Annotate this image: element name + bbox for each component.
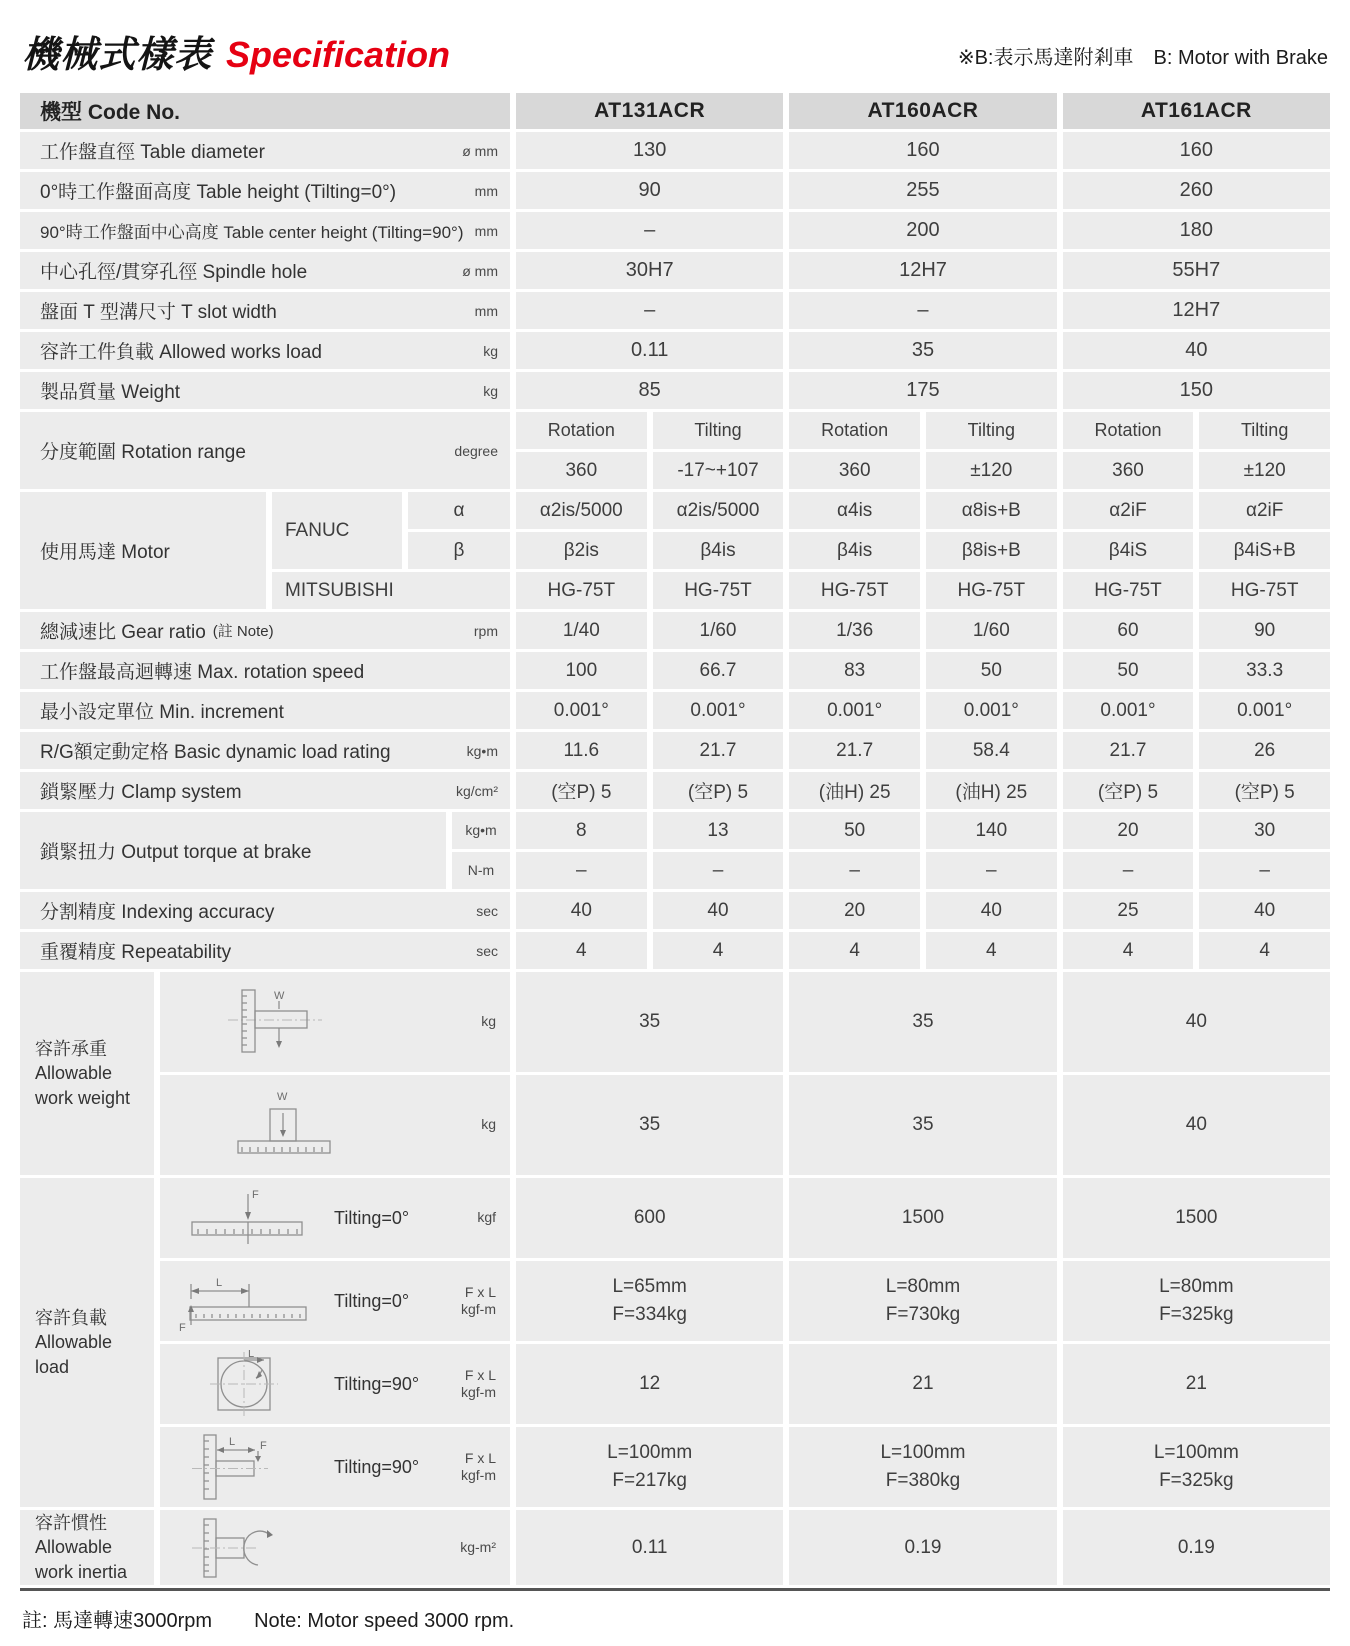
page-title (22, 24, 450, 78)
value-cell: α2iF (1199, 492, 1330, 529)
value-cell: 360 (789, 452, 920, 489)
value-cell: ±120 (926, 452, 1057, 489)
value-cell: – (516, 292, 783, 329)
value-cell: (空P) 5 (1063, 772, 1194, 809)
value-cell: -17~+107 (653, 452, 784, 489)
value-cell: 0.19 (1063, 1510, 1330, 1585)
value-cell: 160 (1063, 132, 1330, 169)
footer-note (20, 1591, 1330, 1646)
tilt0-center-load-diagram-icon (174, 1186, 324, 1250)
value-cell: 35 (789, 1075, 1056, 1175)
value-cell: α2is/5000 (516, 492, 647, 529)
value-cell: 83 (789, 652, 920, 689)
value-cell: – (516, 852, 647, 889)
value-cell: 50 (789, 812, 920, 849)
row-motor-label: 使用馬達 Motor (20, 492, 266, 609)
value-cell: 21.7 (653, 732, 784, 769)
value-cell: 20 (1063, 812, 1194, 849)
value-cell: 40 (1199, 892, 1330, 929)
alpha-symbol: α (408, 492, 510, 529)
unit-label: kg (483, 342, 498, 359)
unit-label: kg (481, 1013, 496, 1030)
value-cell: 360 (516, 452, 647, 489)
value-cell: α2is/5000 (653, 492, 784, 529)
value-cell: 260 (1063, 172, 1330, 209)
value-cell: 4 (926, 932, 1057, 969)
f-value: F=730kg (885, 1304, 961, 1325)
value-cell: (油H) 25 (789, 772, 920, 809)
load-row3-diagram-cell (160, 1344, 510, 1424)
value-cell: (空P) 5 (1199, 772, 1330, 809)
value-cell: 1500 (1063, 1178, 1330, 1258)
load-row4-diagram-cell (160, 1427, 510, 1507)
value-cell: 90 (1199, 612, 1330, 649)
value-cell: 175 (789, 372, 1056, 409)
row-spindle-hole-label: 中心孔徑/貫穿孔徑 Spindle hole ø mm (20, 252, 510, 289)
value-cell: ±120 (1199, 452, 1330, 489)
svg-text:F: F (179, 1322, 186, 1333)
svg-text:F: F (252, 1189, 259, 1201)
unit-label: kg-m² (460, 1538, 496, 1555)
value-cell: 40 (1063, 332, 1330, 369)
inertia-diagram-cell (160, 1510, 510, 1585)
value-cell: 0.001° (1063, 692, 1194, 729)
value-cell: 90 (516, 172, 783, 209)
value-cell: 130 (516, 132, 783, 169)
value-cell: (空P) 5 (516, 772, 647, 809)
value-cell: 150 (1063, 372, 1330, 409)
value-cell: 21 (1063, 1344, 1330, 1424)
f-value: F=325kg (1159, 1304, 1234, 1325)
tilt90-offset-load-diagram-icon (174, 1429, 324, 1505)
unit-label: ø mm (462, 262, 498, 279)
value-cell: 0.11 (516, 332, 783, 369)
value-cell: β4is (789, 532, 920, 569)
l-value: L=100mm (880, 1441, 966, 1463)
value-cell: 30H7 (516, 252, 783, 289)
value-cell: α8is+B (926, 492, 1057, 529)
l-value: L=80mm (1159, 1275, 1234, 1297)
value-cell: 21 (789, 1344, 1056, 1424)
value-cell: 1/36 (789, 612, 920, 649)
page-title-zh: 機械式樣表 (22, 34, 212, 75)
row-table-height-label: 0°時工作盤面高度 Table height (Tilting=0°) mm (20, 172, 510, 209)
model-header-at161acr: AT161ACR (1063, 93, 1330, 129)
row-table-center-height-label: 90°時工作盤面中心高度 Table center height (Tilting=90°) mm (20, 212, 510, 249)
f-value: F=325kg (1159, 1470, 1234, 1491)
value-cell: 20 (789, 892, 920, 929)
work-weight-row1-diagram-cell (160, 972, 510, 1072)
value-cell: 35 (789, 972, 1056, 1072)
value-cell: 0.001° (516, 692, 647, 729)
f-value: F=334kg (612, 1304, 687, 1325)
row-torque-label: 鎖緊扭力 Output torque at brake (20, 812, 446, 889)
value-cell: HG-75T (789, 572, 920, 609)
value-cell: – (653, 852, 784, 889)
row-gear-ratio-label: 總減速比 Gear ratio (註 Note) rpm (20, 612, 510, 649)
value-cell: 140 (926, 812, 1057, 849)
gear-ratio-note: (註 Note) (212, 623, 274, 640)
subhead-rotation: Rotation (516, 412, 647, 449)
value-cell: 85 (516, 372, 783, 409)
tilt-angle-label: Tilting=0° (334, 1207, 410, 1228)
torque-section (20, 812, 1330, 889)
unit-label: kgf (477, 1209, 496, 1226)
unit-label: kg/cm² (456, 782, 498, 799)
value-cell: (空P) 5 (653, 772, 784, 809)
svg-text:L: L (216, 1277, 223, 1289)
value-cell: 1/40 (516, 612, 647, 649)
tilt-angle-label: Tilting=0° (334, 1290, 410, 1311)
f-value: F=217kg (612, 1470, 687, 1491)
value-cell: 35 (516, 1075, 783, 1175)
value-cell: 66.7 (653, 652, 784, 689)
value-cell: α4is (789, 492, 920, 529)
value-cell: 600 (516, 1178, 783, 1258)
unit-label: rpm (473, 622, 498, 639)
row-table-diameter-label: 工作盤直徑 Table diameter ø mm (20, 132, 510, 169)
value-cell: 35 (789, 332, 1056, 369)
unit-label: mm (474, 222, 498, 239)
svg-text:F: F (260, 1440, 267, 1452)
unit-label: kg•m (452, 812, 510, 849)
value-cell: 40 (926, 892, 1057, 929)
l-value: L=80mm (885, 1275, 961, 1297)
value-cell: 21.7 (1063, 732, 1194, 769)
work-weight-section (20, 972, 1330, 1175)
load-label: 容許負載 Allowable load (20, 1178, 154, 1507)
tilt90-face-load-diagram-icon (174, 1350, 324, 1418)
rotation-range-section (20, 412, 1330, 489)
value-cell (1063, 1427, 1330, 1507)
load-row1-diagram-cell (160, 1178, 510, 1258)
tilt0-offset-load-diagram-icon (174, 1269, 324, 1333)
value-cell: – (1199, 852, 1330, 889)
value-cell: α2iF (1063, 492, 1194, 529)
value-cell: HG-75T (653, 572, 784, 609)
value-cell: 58.4 (926, 732, 1057, 769)
basic-spec-rows (20, 132, 1330, 409)
value-cell: 40 (1063, 1075, 1330, 1175)
row-repeatability-label: 重覆精度 Repeatability sec (20, 932, 510, 969)
value-cell: 26 (1199, 732, 1330, 769)
tilt-angle-label: Tilting=90° (334, 1373, 420, 1394)
value-cell: HG-75T (1199, 572, 1330, 609)
value-cell: 13 (653, 812, 784, 849)
unit-label: F x L kgf-m (461, 1449, 496, 1483)
model-header-at160acr: AT160ACR (789, 93, 1056, 129)
page-header (20, 0, 1330, 93)
row-weight-label: 製品質量 Weight kg (20, 372, 510, 409)
l-value: L=65mm (612, 1275, 687, 1297)
value-cell: 0.001° (653, 692, 784, 729)
value-cell: 0.001° (926, 692, 1057, 729)
value-cell: – (1063, 852, 1194, 889)
top-mount-work-diagram-icon (216, 1087, 366, 1163)
value-cell: – (516, 212, 783, 249)
value-cell: β8is+B (926, 532, 1057, 569)
value-cell: 160 (789, 132, 1056, 169)
value-cell: 4 (1199, 932, 1330, 969)
value-cell: 50 (1063, 652, 1194, 689)
unit-label: mm (474, 302, 498, 319)
accuracy-section (20, 892, 1330, 969)
value-cell (1063, 1261, 1330, 1341)
unit-label: degree (454, 442, 498, 459)
load-section (20, 1178, 1330, 1507)
code-row (20, 93, 1330, 129)
value-cell: β4iS+B (1199, 532, 1330, 569)
value-cell: 100 (516, 652, 647, 689)
row-clamp-label: 鎖緊壓力 Clamp system kg/cm² (20, 772, 510, 809)
subhead-tilting: Tilting (1199, 412, 1330, 449)
unit-label: sec (476, 942, 498, 959)
value-cell: 12H7 (1063, 292, 1330, 329)
value-cell: HG-75T (516, 572, 647, 609)
value-cell: 1/60 (926, 612, 1057, 649)
value-cell: 0.001° (1199, 692, 1330, 729)
inertia-label: 容許慣性 Allowable work inertia (20, 1510, 154, 1585)
rotation-inertia-diagram-icon (174, 1513, 324, 1583)
unit-label: F x L kgf-m (461, 1366, 496, 1400)
brand-fanuc: FANUC (272, 492, 402, 569)
value-cell: (油H) 25 (926, 772, 1057, 809)
value-cell: 1500 (789, 1178, 1056, 1258)
l-value: L=100mm (1153, 1441, 1239, 1463)
work-weight-label: 容許承重 Allowable work weight (20, 972, 154, 1175)
value-cell: HG-75T (1063, 572, 1194, 609)
subhead-tilting: Tilting (926, 412, 1057, 449)
svg-text:W: W (277, 1091, 288, 1103)
subhead-rotation: Rotation (1063, 412, 1194, 449)
value-cell: 255 (789, 172, 1056, 209)
value-cell: β4is (653, 532, 784, 569)
value-cell: 33.3 (1199, 652, 1330, 689)
value-cell: 50 (926, 652, 1057, 689)
value-cell: 11.6 (516, 732, 647, 769)
value-cell: 35 (516, 972, 783, 1072)
row-max-speed-label: 工作盤最高迴轉速 Max. rotation speed (20, 652, 510, 689)
unit-label: mm (474, 182, 498, 199)
value-cell: 0.001° (789, 692, 920, 729)
value-cell: – (926, 852, 1057, 889)
value-cell: 40 (1063, 972, 1330, 1072)
page-title-en: Specification (226, 34, 451, 75)
value-cell: 21.7 (789, 732, 920, 769)
value-cell: 0.19 (789, 1510, 1056, 1585)
unit-label: N-m (452, 852, 510, 889)
row-works-load-label: 容許工件負載 Allowed works load kg (20, 332, 510, 369)
row-t-slot-label: 盤面 T 型溝尺寸 T slot width mm (20, 292, 510, 329)
brake-note-en: B: Motor with Brake (1153, 47, 1328, 69)
unit-label: F x L kgf-m (461, 1283, 496, 1317)
load-row2-diagram-cell (160, 1261, 510, 1341)
brake-note (958, 41, 1328, 78)
value-cell: 200 (789, 212, 1056, 249)
footer-note-zh: 註: 馬達轉速3000rpm (22, 1610, 213, 1632)
subhead-rotation: Rotation (789, 412, 920, 449)
svg-text:L: L (248, 1350, 255, 1360)
beta-symbol: β (408, 532, 510, 569)
value-cell: 4 (653, 932, 784, 969)
value-cell: HG-75T (926, 572, 1057, 609)
svg-text:W: W (274, 990, 285, 1002)
value-cell (789, 1427, 1056, 1507)
model-header-at131acr: AT131ACR (516, 93, 783, 129)
unit-label: ø mm (462, 142, 498, 159)
brake-note-zh: ※B:表示馬達附剎車 (957, 47, 1134, 69)
l-value: L=100mm (607, 1441, 693, 1463)
value-cell: 25 (1063, 892, 1194, 929)
value-cell (516, 1261, 783, 1341)
value-cell: 12H7 (789, 252, 1056, 289)
value-cell: β2is (516, 532, 647, 569)
work-weight-row2-diagram-cell (160, 1075, 510, 1175)
inertia-section (20, 1510, 1330, 1585)
value-cell: 40 (653, 892, 784, 929)
value-cell: 360 (1063, 452, 1194, 489)
f-value: F=380kg (885, 1470, 961, 1491)
performance-section (20, 612, 1330, 809)
value-cell: 180 (1063, 212, 1330, 249)
value-cell: 4 (1063, 932, 1194, 969)
value-cell (516, 1427, 783, 1507)
svg-text:L: L (229, 1436, 236, 1448)
value-cell: 30 (1199, 812, 1330, 849)
value-cell (789, 1261, 1056, 1341)
code-row-label: 機型 Code No. (20, 93, 510, 129)
brand-mitsubishi: MITSUBISHI (272, 572, 510, 609)
value-cell: 55H7 (1063, 252, 1330, 289)
value-cell: 12 (516, 1344, 783, 1424)
value-cell: 4 (516, 932, 647, 969)
row-rotation-range-label: 分度範圍 Rotation range degree (20, 412, 510, 489)
row-dynamic-load-label: R/G額定動定格 Basic dynamic load rating kg•m (20, 732, 510, 769)
unit-label: kg•m (466, 742, 498, 759)
value-cell: 40 (516, 892, 647, 929)
subhead-tilting: Tilting (653, 412, 784, 449)
row-indexing-accuracy-label: 分割精度 Indexing accuracy sec (20, 892, 510, 929)
value-cell: 60 (1063, 612, 1194, 649)
value-cell: β4iS (1063, 532, 1194, 569)
unit-label: kg (481, 1116, 496, 1133)
tilt-angle-label: Tilting=90° (334, 1456, 420, 1477)
motor-section (20, 492, 1330, 609)
value-cell: – (789, 852, 920, 889)
value-cell: – (789, 292, 1056, 329)
unit-label: sec (476, 902, 498, 919)
value-cell: 8 (516, 812, 647, 849)
value-cell: 4 (789, 932, 920, 969)
value-cell: 1/60 (653, 612, 784, 649)
row-min-increment-label: 最小設定單位 Min. increment (20, 692, 510, 729)
side-mount-work-diagram-icon (216, 984, 366, 1060)
footer-note-en: Note: Motor speed 3000 rpm. (254, 1610, 515, 1632)
value-cell: 0.11 (516, 1510, 783, 1585)
unit-label: kg (483, 382, 498, 399)
